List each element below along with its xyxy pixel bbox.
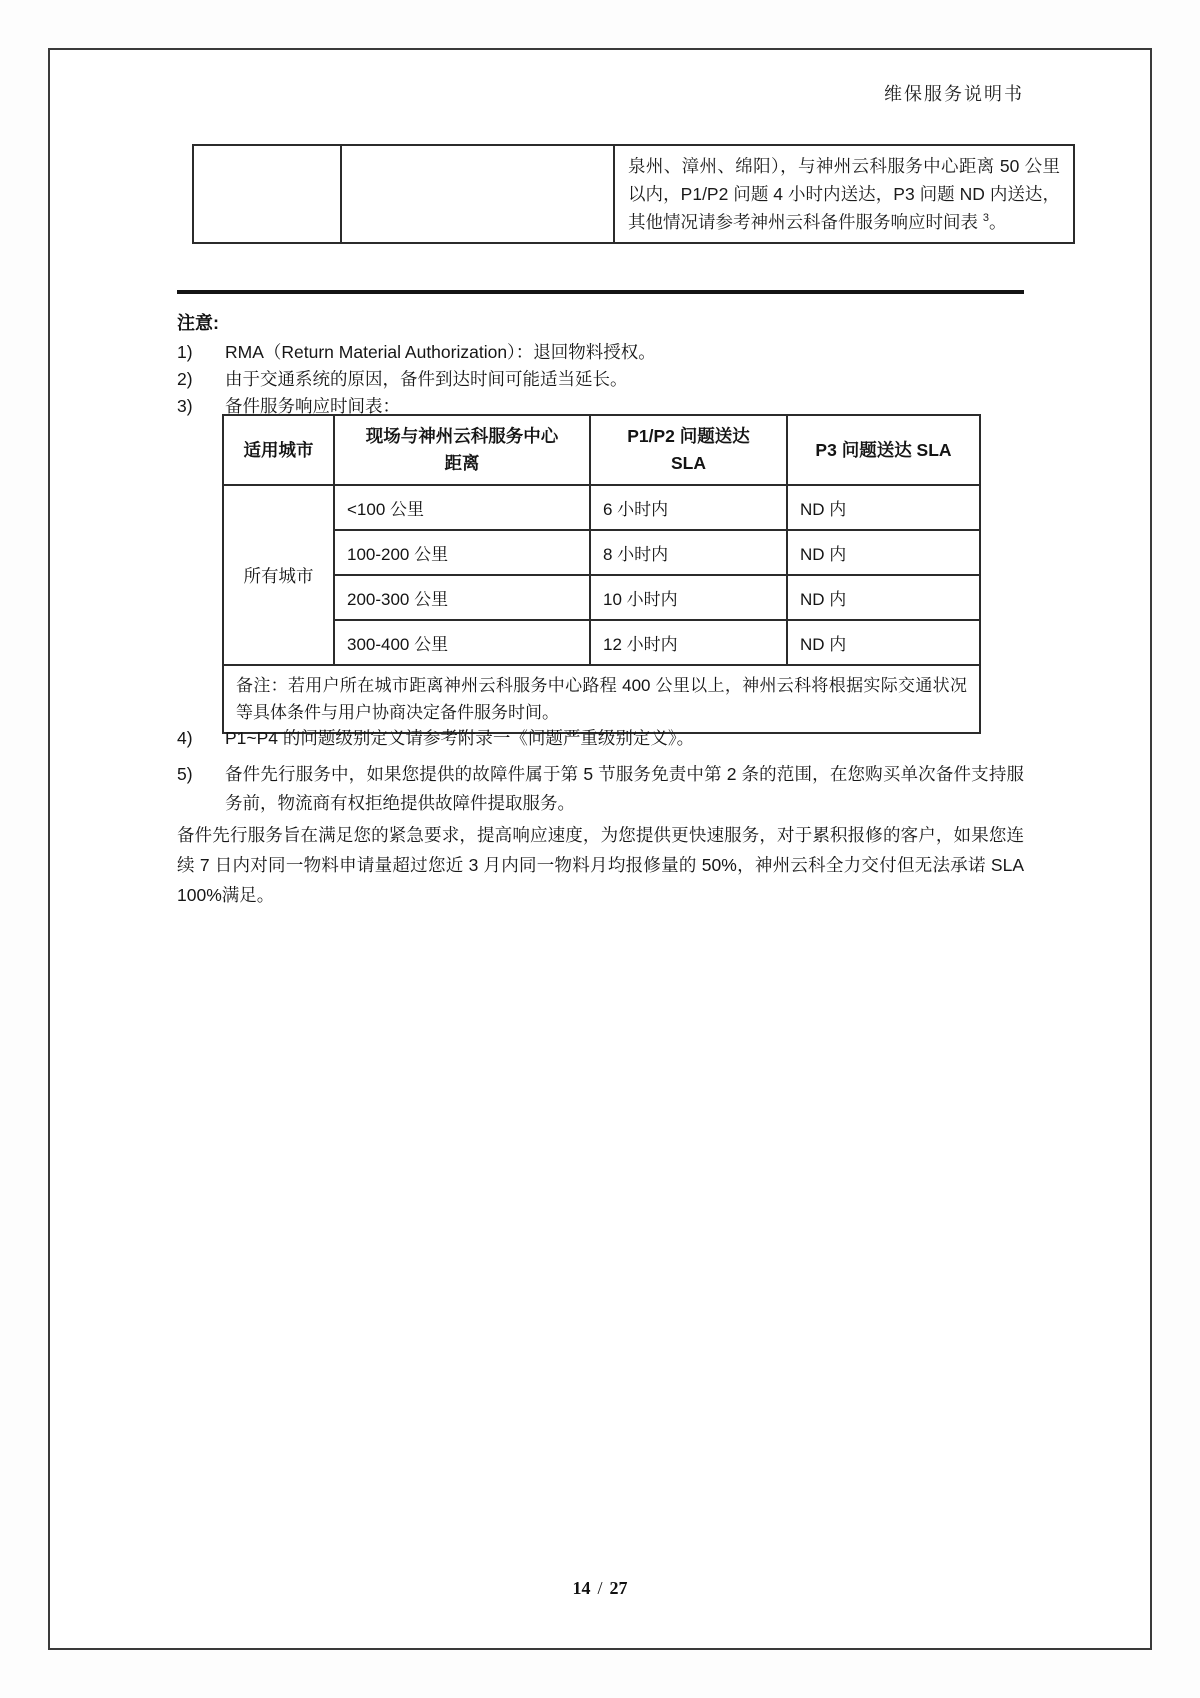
closing-paragraph: 备件先行服务旨在满足您的紧急要求，提高响应速度，为您提供更快速服务，对于累积报修的客户，如果您连续 7 日内对同一物料申请量超过您近 3 月内同一物料月均报修量的 50%，神州云科全力交付但无法承诺 SLA 100%满足。: [177, 825, 1024, 905]
sla-distance-cell: 100-200 公里: [334, 530, 590, 575]
sla-header-p3: P3 问题送达 SLA: [787, 415, 980, 485]
sla-distance-cell: 300-400 公里: [334, 620, 590, 665]
sla-p12-cell: 10 小时内: [590, 575, 787, 620]
note-text: 备件先行服务中，如果您提供的故障件属于第 5 节服务免责中第 2 条的范围，在您购买单次备件支持服务前，物流商有权拒绝提供故障件提取服务。: [225, 764, 1024, 813]
continued-cell-empty-1: [193, 145, 341, 243]
sla-row-3: [223, 575, 980, 620]
sla-header-city: 适用城市: [223, 415, 334, 485]
page-footer: [0, 1578, 1200, 1599]
note-number: 2): [177, 369, 193, 389]
continued-table: [192, 144, 1075, 244]
sla-distance-cell: 200-300 公里: [334, 575, 590, 620]
sla-remark-row: [223, 665, 980, 733]
sla-p3-cell: ND 内: [787, 575, 980, 620]
sla-p3-cell: ND 内: [787, 485, 980, 530]
doc-header-title: 维保服务说明书: [884, 84, 1024, 104]
sla-header-distance: [334, 415, 590, 485]
page-number-separator: /: [597, 1578, 603, 1598]
sla-header-p12: [590, 415, 787, 485]
sla-p12-cell: 6 小时内: [590, 485, 787, 530]
note-text: P1~P4 的问题级别定义请参考附录一《问题严重级别定义》。: [225, 728, 695, 748]
page-number-total: 27: [609, 1578, 628, 1598]
sla-p3-cell: ND 内: [787, 530, 980, 575]
note-item-1: [177, 343, 1024, 362]
continued-text-end: 。: [989, 212, 1007, 232]
notes-heading: 注意:: [177, 313, 219, 333]
sla-remark-cell: 备注：若用户所在城市距离神州云科服务中心路程 400 公里以上，神州云科将根据实际交通状况等具体条件与用户协商决定备件服务时间。: [223, 665, 980, 733]
sla-row-2: [223, 530, 980, 575]
note-number: 1): [177, 342, 193, 362]
sla-p3-cell: ND 内: [787, 620, 980, 665]
note-item-2: [177, 370, 1024, 389]
continued-text: 泉州、漳州、绵阳），与神州云科服务中心距离 50 公里以内，P1/P2 问题 4 小时内送达，P3 问题 ND 内送达，其他情况请参考神州云科备件服务响应时间表: [628, 156, 1060, 232]
sla-row-4: [223, 620, 980, 665]
notes-list: [177, 343, 1024, 424]
sla-p12-cell: 8 小时内: [590, 530, 787, 575]
sla-header-row: [223, 415, 980, 485]
note-text: 由于交通系统的原因，备件到达时间可能适当延长。: [225, 369, 628, 389]
footnote-ref-sup: 3: [982, 212, 989, 225]
note-text: RMA（Return Material Authorization）：退回物料授权。: [225, 342, 656, 362]
note-item-5: [177, 760, 1024, 818]
note-text: 备件服务响应时间表：: [225, 396, 400, 416]
sla-city-cell: 所有城市: [223, 485, 334, 665]
sla-row-1: [223, 485, 980, 530]
note-number: 4): [177, 728, 193, 748]
section-divider-rule: [177, 290, 1024, 294]
table-row: [193, 145, 1074, 243]
sla-p12-cell: 12 小时内: [590, 620, 787, 665]
continued-cell-empty-2: [341, 145, 614, 243]
sla-table: [222, 414, 981, 734]
sla-distance-cell: <100 公里: [334, 485, 590, 530]
sla-header-distance-label: 现场与神州云科服务中心距离: [365, 426, 559, 473]
sla-header-p12-label: P1/P2 问题送达 SLA: [627, 426, 750, 473]
note-number: 3): [177, 396, 193, 416]
page-number-current: 14: [572, 1578, 591, 1598]
continued-cell-text: [614, 145, 1074, 243]
note-item-4: [177, 729, 1024, 748]
note-number: 5): [177, 764, 193, 784]
